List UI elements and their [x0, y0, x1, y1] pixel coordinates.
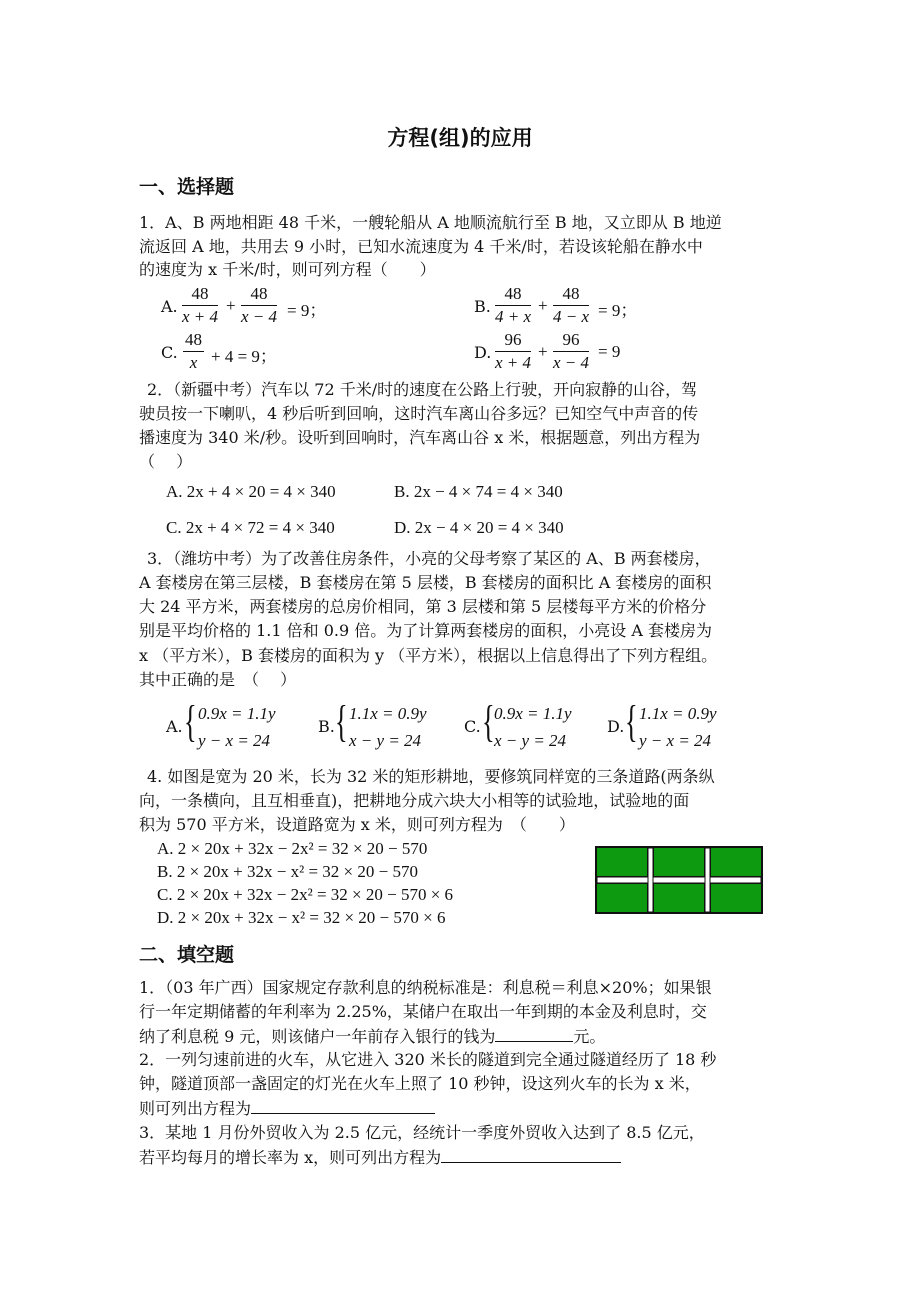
q1-option-d-fraction: $\frac{96}{x + 4}$	[495, 330, 532, 372]
q1-option-c-tail: + 4 = 9；	[211, 347, 277, 366]
vertical-road	[648, 848, 653, 912]
q1-option-b-tail: = 9；	[598, 301, 638, 320]
page-title: 方程(组)的应用	[387, 126, 533, 150]
q1-option-d-label: D.	[474, 343, 492, 362]
section-heading-fill: 二、填空题	[139, 944, 235, 966]
q3-brace: {	[482, 697, 495, 746]
q3-option-c-label: C.	[464, 717, 481, 736]
plus-sign: +	[538, 342, 548, 361]
horizontal-road	[597, 877, 761, 883]
q2-option-c: C. 2x + 4 × 72 = 4 × 340	[166, 518, 335, 537]
f3-text-line: 若平均每月的增长率为 x，则可列出方程为	[139, 1146, 621, 1169]
q4-option-a: A. 2 × 20x + 32x − 2x² = 32 × 20 − 570	[157, 839, 428, 858]
q3-option-a-system: 0.9x = 1.1y y − x = 24	[198, 704, 276, 750]
q1-option-a-label: A.	[161, 297, 178, 316]
q4-text-line: 向，一条横向，且互相垂直)，把耕地分成六块大小相等的试验地，试验地的面	[139, 791, 690, 810]
q2-text-line: 驶员按一下喇叭，4 秒后听到回响，这时汽车离山谷多远？已知空气中声音的传	[139, 404, 699, 423]
plot	[597, 848, 647, 876]
section-heading-choice: 一、选择题	[139, 176, 235, 198]
q3-option-b-system: 1.1x = 0.9y x − y = 24	[349, 704, 427, 750]
f2-text-line: 则可列出方程为	[139, 1097, 435, 1120]
q3-brace: {	[184, 697, 197, 746]
f2-text-line: 2．一列匀速前进的火车，从它进入 320 米长的隧道到完全通过隧道经历了 18 秒	[139, 1050, 717, 1069]
q3-option-d-label: D.	[607, 717, 625, 736]
answer-blank[interactable]	[251, 1097, 435, 1114]
f1-text-line: 纳了利息税 9 元，则该储户一年前存入银行的钱为 元。	[139, 1027, 606, 1046]
q1-option-b-fraction: $\frac{48}{4 + x}$	[495, 284, 532, 326]
answer-blank[interactable]	[441, 1146, 621, 1163]
q1-option-a-tail: = 9；	[287, 301, 327, 320]
q1-option-d-tail: = 9	[598, 342, 621, 361]
q3-option-a-label: A.	[166, 717, 183, 736]
q3-option-c-system: 0.9x = 1.1y x − y = 24	[494, 704, 572, 750]
q1-text-line: 的速度为 x 千米/时，则可列方程（ ）	[139, 260, 436, 279]
q1-option-d-fraction: $\frac{96}{x - 4}$	[553, 330, 590, 372]
plot	[711, 848, 761, 876]
q3-text-line: A 套楼房在第三层楼，B 套楼房在第 5 层楼，B 套楼房的面积比 A 套楼房的面积	[139, 573, 712, 592]
farmland-diagram	[594, 845, 764, 915]
q1-text-line: 流返回 A 地，共用去 9 小时，已知水流速度为 4 千米/时，若设该轮船在静水中	[139, 237, 703, 256]
q1-option-c-label: C.	[161, 343, 178, 362]
plot	[654, 884, 704, 912]
q4-text-line: 4. 如图是宽为 20 米，长为 32 米的矩形耕地，要修筑同样宽的三条道路(两条纵	[147, 767, 715, 786]
q1-option-c-fraction: $\frac{48}{x}$	[185, 330, 202, 372]
q4-option-b: B. 2 × 20x + 32x − x² = 32 × 20 − 570	[157, 862, 418, 881]
q1-option-a-fraction: $\frac{48}{x - 4}$	[241, 284, 278, 326]
plus-sign: +	[226, 296, 236, 315]
plot	[597, 884, 647, 912]
q2-option-d: D. 2x − 4 × 20 = 4 × 340	[394, 518, 564, 537]
vertical-road	[705, 848, 710, 912]
q3-text-line: x （平方米），B 套楼房的面积为 y （平方米），根据以上信息得出了下列方程组。	[139, 646, 718, 665]
f3-text-line: 3．某地 1 月份外贸收入为 2.5 亿元，经统计一季度外贸收入达到了 8.5 亿元，	[139, 1123, 705, 1142]
q3-text-line: 大 24 平方米，两套楼房的总房价相同，第 3 层楼和第 5 层楼每平方米的价格分	[139, 597, 707, 616]
plot	[654, 848, 704, 876]
plus-sign: +	[538, 296, 548, 315]
q4-option-d: D. 2 × 20x + 32x − x² = 32 × 20 − 570 × 6	[157, 908, 446, 927]
q1-option-b-fraction: $\frac{48}{4 - x}$	[553, 284, 590, 326]
f1-text-line: 1．（03 年广西）国家规定存款利息的纳税标准是：利息税＝利息×20%；如果银	[139, 978, 712, 997]
q2-text-line: 2．（新疆中考）汽车以 72 千米/时的速度在公路上行驶，开向寂静的山谷，驾	[147, 380, 698, 399]
q4-option-c: C. 2 × 20x + 32x − 2x² = 32 × 20 − 570 × 6	[157, 885, 454, 904]
plot	[711, 884, 761, 912]
q2-option-b: B. 2x − 4 × 74 = 4 × 340	[394, 482, 563, 501]
q3-option-d-system: 1.1x = 0.9y y − x = 24	[639, 704, 717, 750]
f2-text-line: 钟，隧道顶部一盏固定的灯光在火车上照了 10 秒钟，设这列火车的长为 x 米，	[139, 1074, 701, 1093]
q4-text-line: 积为 570 平方米，设道路宽为 x 米，则可列方程为 （ ）	[139, 815, 575, 834]
q2-text-line: 播速度为 340 米/秒。设听到回响时，汽车离山谷 x 米，根据题意，列出方程为	[139, 428, 701, 447]
q3-brace: {	[335, 697, 348, 746]
f1-text-line: 行一年定期储蓄的年利率为 2.25%，某储户在取出一年到期的本金及利息时，交	[139, 1002, 707, 1021]
q3-text-line: 别是平均价格的 1.1 倍和 0.9 倍。为了计算两套楼房的面积，小亮设 A 套楼房为	[139, 621, 712, 640]
answer-blank[interactable]	[495, 1025, 573, 1042]
q2-text-line: （ ）	[139, 452, 193, 471]
q1-text-line: 1．A、B 两地相距 48 千米，一艘轮船从 A 地顺流航行至 B 地，又立即从 B 地逆	[139, 213, 722, 232]
q1-option-b-label: B.	[474, 297, 491, 316]
q3-option-b-label: B.	[318, 717, 335, 736]
q1-option-a-fraction: $\frac{48}{x + 4}$	[182, 284, 219, 326]
q3-text-line: 3．（潍坊中考）为了改善住房条件，小亮的父母考察了某区的 A、B 两套楼房，	[147, 549, 711, 568]
q3-brace: {	[625, 697, 638, 746]
q2-option-a: A. 2x + 4 × 20 = 4 × 340	[166, 482, 336, 501]
q3-text-line: 其中正确的是 （ ）	[139, 670, 297, 689]
